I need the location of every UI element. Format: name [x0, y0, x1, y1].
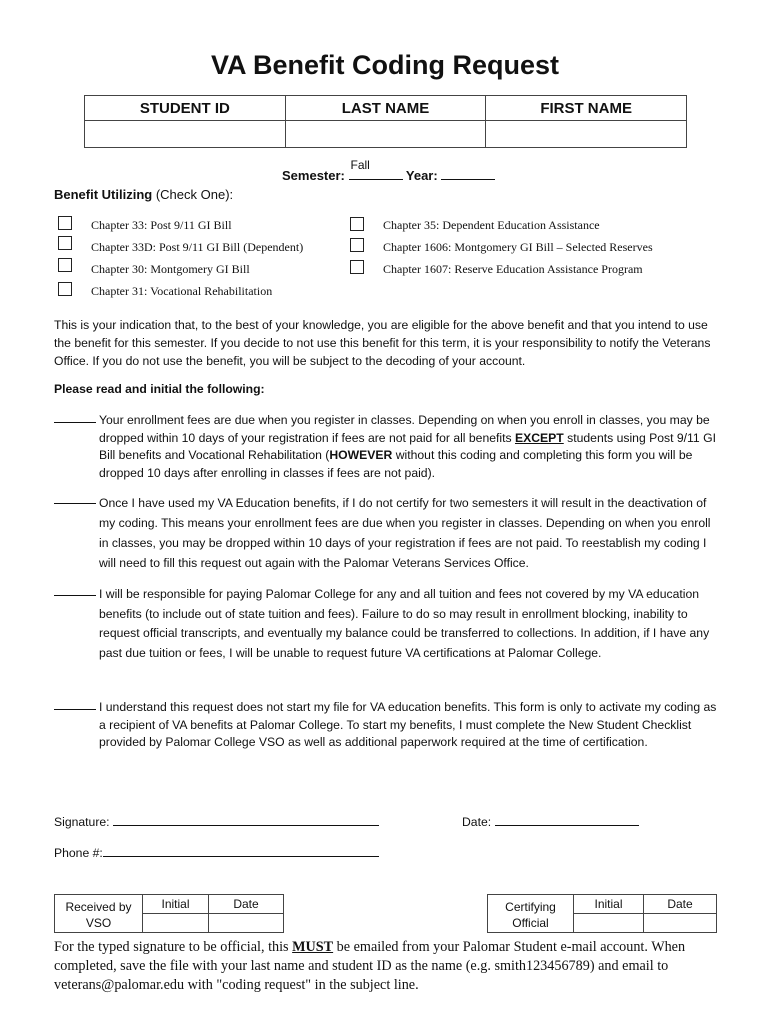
official-date-header: Date [644, 895, 717, 914]
official-date-field[interactable] [644, 914, 717, 933]
certifying-official-table [487, 894, 717, 933]
phone-field[interactable] [103, 843, 379, 857]
intro-paragraph: This is your indication that, to the best of your knowledge, you are eligible for the above benefit and that you intend to use the benefit for this semester. If you decide to not use this benefit for this term, it is your responsibility to notify the Veterans Office. If you do not use the benefit, you will be subject to the decoding of your account. [54, 318, 711, 368]
chapter-33d-label: Chapter 33D: Post 9/11 GI Bill (Dependent) [91, 240, 304, 254]
phone-label: Phone #: [54, 846, 103, 860]
chapter-33d-checkbox[interactable] [58, 236, 72, 250]
official-initial-header: Initial [574, 895, 644, 914]
signature-field[interactable] [113, 812, 379, 826]
vso-table [54, 894, 284, 933]
vso-initial-header: Initial [143, 895, 209, 914]
vso-date-header: Date [209, 895, 284, 914]
semester-label: Semester: [282, 168, 345, 183]
acknowledgement-item-file: I understand this request does not start my file for VA education benefits. This form is only to activate my coding as a recipient of VA benefits at Palomar College. To start my benefits, I must complete the New Student Checklist provided by Palomar College VSO as well as additional paperwork required at the time of certification. [54, 699, 718, 752]
page-title: VA Benefit Coding Request [210, 50, 559, 80]
vso-date-field[interactable] [209, 914, 284, 933]
year-field[interactable] [441, 165, 495, 180]
footer-instructions: For the typed signature to be official, this MUST be emailed from your Palomar Student e-mail account. When completed, save the file with your last name and student ID as the name (e.g. smith123456789) and email to veterans@palomar.edu with "coding request" in the subject line. [54, 939, 686, 993]
chapter-31-checkbox[interactable] [58, 282, 72, 296]
chapter-1607-label: Chapter 1607: Reserve Education Assistance Program [383, 262, 643, 276]
chapter-35-checkbox[interactable] [350, 217, 364, 231]
signature-row [54, 812, 379, 829]
chapter-33-label: Chapter 33: Post 9/11 GI Bill [91, 218, 232, 232]
chapter-30-checkbox[interactable] [58, 258, 72, 272]
initial-blank[interactable] [54, 709, 96, 710]
student-id-field[interactable] [85, 121, 286, 148]
vso-initial-field[interactable] [143, 914, 209, 933]
student-id-table [84, 95, 687, 148]
date-row [462, 812, 639, 829]
semester-row [282, 158, 495, 183]
chapter-30-label: Chapter 30: Montgomery GI Bill [91, 262, 250, 276]
semester-value: Fall [350, 158, 370, 172]
last-name-header: LAST NAME [285, 96, 486, 121]
signature-label: Signature: [54, 815, 110, 829]
received-by-vso-label: Received by VSO [55, 895, 143, 933]
acknowledgement-item-deactivation: Once I have used my VA Education benefits, if I do not certify for two semesters it will result in the deactivation of my coding. This means your enrollment fees are due when you register in classes. Depending on when you enroll in classes, you may be dropped within 10 days of your registration if fees are not paid. To reestablish my coding I will need to fill this request out again with the Palomar Veterans Services Office. [54, 493, 718, 573]
acknowledgement-item-tuition: I will be responsible for paying Palomar College for any and all tuition and fees not covered by my VA education benefits (to include out of state tuition and fees). Failure to do so may result in enrollment blocking, inability to request official transcripts, and eventually my balance could be transferred to collections. In addition, if I have any past due tuition or fees, I will be unable to request future VA certifications at Palomar College. [54, 585, 718, 663]
first-name-field[interactable] [486, 121, 687, 148]
certifying-official-label: Certifying Official [488, 895, 574, 933]
first-name-header: FIRST NAME [486, 96, 687, 121]
phone-row [54, 843, 379, 860]
official-initial-field[interactable] [574, 914, 644, 933]
acknowledgement-item-fees: Your enrollment fees are due when you register in classes. Depending on when you enroll in classes, you may be dropped within 10 days of your registration if fees are not paid for all benefits EXCEPT students using Post 9/11 GI Bill benefits and Vocational Rehabilitation (HOWEVER without this coding and completing this form you will be dropped 10 days after enrolling in classes if fees are not paid). [54, 412, 718, 482]
date-label: Date: [462, 815, 492, 829]
chapter-31-label: Chapter 31: Vocational Rehabilitation [91, 284, 273, 298]
student-id-header: STUDENT ID [85, 96, 286, 121]
semester-field[interactable] [349, 158, 403, 180]
benefit-utilizing-label: Benefit Utilizing (Check One): [54, 187, 234, 202]
chapter-33-checkbox[interactable] [58, 216, 72, 230]
date-field[interactable] [495, 812, 639, 826]
chapter-35-label: Chapter 35: Dependent Education Assistance [383, 218, 600, 232]
chapter-1607-checkbox[interactable] [350, 260, 364, 274]
initial-blank[interactable] [54, 422, 96, 423]
read-and-initial-heading: Please read and initial the following: [54, 382, 265, 396]
last-name-field[interactable] [285, 121, 486, 148]
chapter-1606-label: Chapter 1606: Montgomery GI Bill – Selected Reserves [383, 240, 653, 254]
year-label: Year: [405, 168, 438, 183]
initial-blank[interactable] [54, 503, 96, 504]
chapter-1606-checkbox[interactable] [350, 238, 364, 252]
initial-blank[interactable] [54, 595, 96, 596]
